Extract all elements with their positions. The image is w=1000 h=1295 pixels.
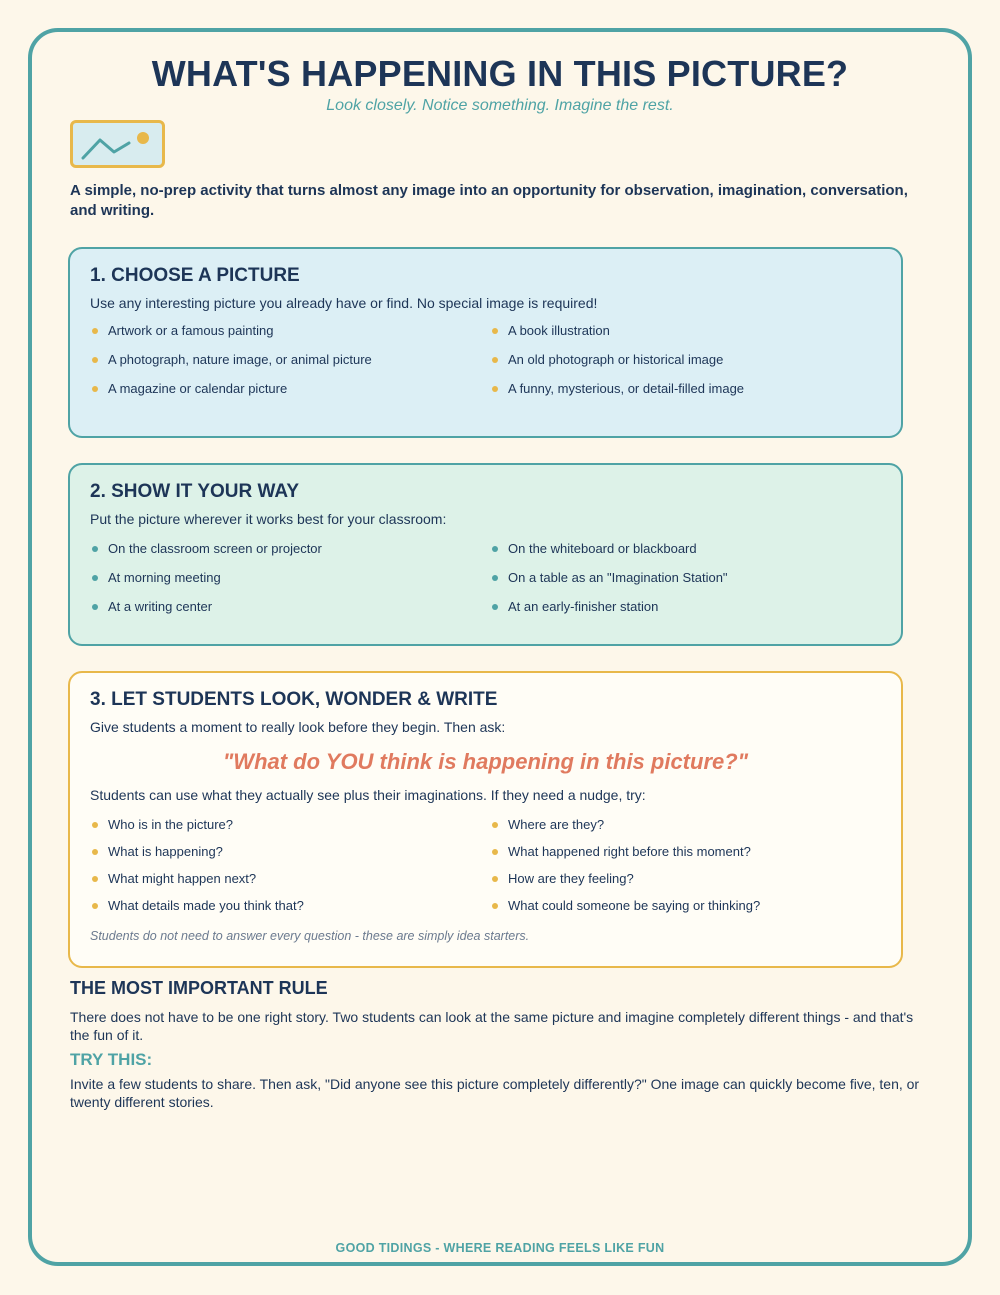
list-item: How are they feeling? <box>490 871 890 886</box>
footnote: Students do not need to answer every question - these are simply idea starters. <box>90 929 530 943</box>
section-lead: Use any interesting picture you already have or find. No special image is required! <box>90 295 598 311</box>
list-item: A magazine or calendar picture <box>90 381 490 396</box>
list-item: What might happen next? <box>90 871 490 886</box>
section-title: 3. LET STUDENTS LOOK, WONDER & WRITE <box>90 689 498 710</box>
question-list <box>90 817 881 913</box>
page-subtitle: Look closely. Notice something. Imagine the rest. <box>326 97 674 114</box>
list-item: On the whiteboard or blackboard <box>490 541 890 556</box>
list-item: Artwork or a famous painting <box>90 323 490 338</box>
list-item: An old photograph or historical image <box>490 352 890 367</box>
section-lead: Give students a moment to really look before they begin. Then ask: <box>90 719 506 735</box>
rule-text: There does not have to be one right story. Two students can look at the same picture and imagine completely different things - and that's the fun of it. <box>70 1009 914 1043</box>
rule-title: THE MOST IMPORTANT RULE <box>70 978 328 998</box>
list-item: Where are they? <box>490 817 890 832</box>
bullet-list <box>90 541 881 614</box>
section-lead: Put the picture wherever it works best for your classroom: <box>90 511 447 527</box>
try-title: TRY THIS: <box>70 1050 153 1069</box>
section-show-it <box>68 463 903 646</box>
list-item: What is happening? <box>90 844 490 859</box>
list-item: At a writing center <box>90 599 490 614</box>
nudge-text: Students can use what they actually see plus their imaginations. If they need a nudge, try: <box>90 787 646 803</box>
list-item: On the classroom screen or projector <box>90 541 490 556</box>
list-item: What happened right before this moment? <box>490 844 890 859</box>
section-look-wonder-write <box>68 671 903 968</box>
list-item: What could someone be saying or thinking? <box>490 898 890 913</box>
footer: GOOD TIDINGS - WHERE READING FEELS LIKE FUN <box>335 1241 665 1255</box>
try-text: Invite a few students to share. Then ask, "Did anyone see this picture completely differently?" One image can quickly become five, ten, or twenty different stories. <box>70 1076 920 1110</box>
section-choose-picture <box>68 247 903 438</box>
key-question: "What do YOU think is happening in this picture?" <box>222 749 749 774</box>
list-item: Who is in the picture? <box>90 817 490 832</box>
list-item: A photograph, nature image, or animal picture <box>90 352 490 367</box>
page-title: WHAT'S HAPPENING IN THIS PICTURE? <box>151 53 849 94</box>
section-title: 1. CHOOSE A PICTURE <box>90 265 300 286</box>
list-item: A funny, mysterious, or detail-filled image <box>490 381 890 396</box>
list-item: What details made you think that? <box>90 898 490 913</box>
picture-icon <box>70 120 165 168</box>
list-item: At an early-finisher station <box>490 599 890 614</box>
section-title: 2. SHOW IT YOUR WAY <box>90 481 300 502</box>
list-item: A book illustration <box>490 323 890 338</box>
intro-text: A simple, no-prep activity that turns almost any image into an opportunity for observation, imagination, conversation, and writing. <box>70 182 908 219</box>
list-item: On a table as an "Imagination Station" <box>490 570 890 585</box>
bullet-list <box>90 323 881 396</box>
list-item: At morning meeting <box>90 570 490 585</box>
